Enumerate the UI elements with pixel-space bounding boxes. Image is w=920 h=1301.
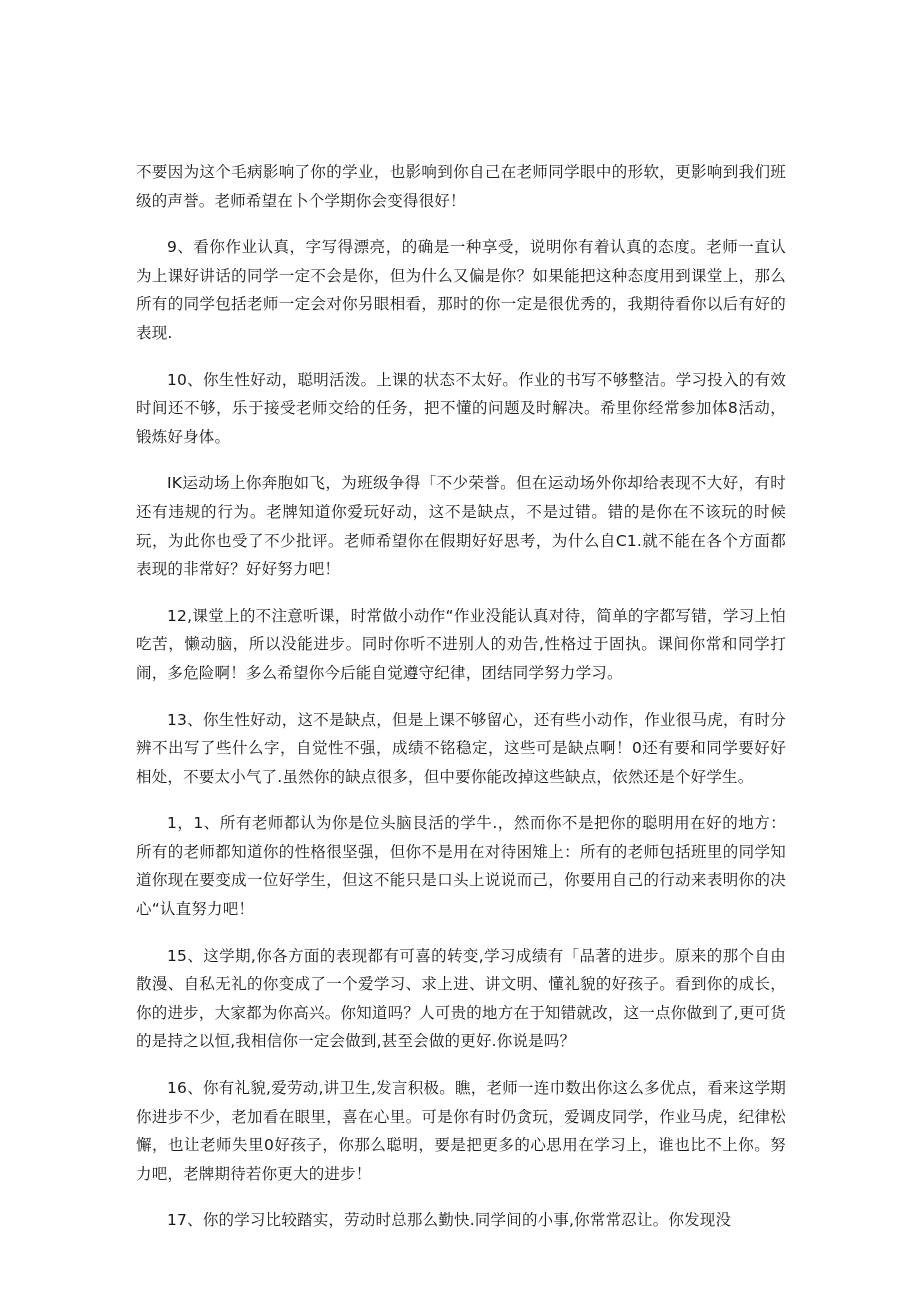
paragraph-8: 15、这学期,你各方面的表现都有可喜的转变,学习成绩有「品著的进步。原来的那个自由散漫、自私无礼的你变成了一个爱学习、求上进、讲文明、懂礼貌的好孩子。看到你的成长，你的进步，大家都为你高兴。你知道吗？人可贵的地方在于知错就改，这一点你做到了,更可货的是持之以恒,我相信你一定会做到,甚至会做的更好.你说是吗？ [136, 946, 786, 1051]
paragraph-6: 13、你生性好动，这不是缺点，但是上课不够留心，还有些小动作，作业很马虎，有时分辨不出写了些什么字，自觉性不强，成绩不铭稳定，这些可是缺点啊！0还有要和同学要好好相处，不要太小气了.虽然你的缺点很多，但中要你能改掉这些缺点，依然还是个好学生。 [136, 710, 786, 786]
paragraph-4: IK运动场上你奔胞如飞，为班级争得「不少荣誉。但在运动场外你却给表现不大好，有时还有违规的行为。老牌知道你爱玩好动，这不是缺点，不是过错。错的是你在不该玩的时候玩，为此你也受了不少批评。老师希望你在假期好好思考，为什么自C1.就不能在各个方面都表现的非常好？好好努力吧！ [136, 474, 786, 579]
paragraph-7: 1，1、所有老师都认为你是位头脑艮活的学牛.，然而你不是把你的聪明用在好的地方：所有的老师都知道你的性格很坚强，但你不是用在对待困雉上：所有的老师包括班里的同学知道你现在要变成一位好学生，但这不能只是口头上说说而己，你要用自己的行动来表明你的决心“认直努力吧！ [136, 814, 786, 919]
document-page [136, 158, 786, 1253]
paragraph-5: 12,课堂上的不注意听课，时常做小动作“作业没能认真对待，简单的字都写错，学习上怕吃苦，懒动脑，所以没能进步。同时你听不进别人的劝告,性格过于固执。课间你常和同学打闹，多危险啊！多么希望你今后能自觉遵守纪律，团结同学努力学习。 [136, 606, 786, 682]
paragraph-2: 9、看你作业认真，字写得漂亮，的确是一种享受，说明你有着认真的态度。老师一直认为上课好讲话的同学一定不会是你，但为什么又偏是你？如果能把这种态度用到课堂上，那么所有的同学包括老师一定会对你另眼相看，那时的你一定是很优秀的，我期待看你以后有好的表现. [136, 238, 786, 342]
paragraph-3: 10、你生性好动，聪明活泼。上课的状态不太好。作业的书写不够整洁。学习投入的有效时间还不够，乐于接受老师交给的任务，把不懂的问题及时解决。希里你经常参加体8活动，锻炼好身体。 [136, 370, 786, 446]
paragraph-1: 不要因为这个毛病影响了你的学业，也影响到你自己在老师同学眼中的形软，更影响到我们班级的声誉。老师希望在卜个学期你会变得很好！ [136, 163, 786, 210]
paragraph-9: 16、你有礼貌,爱劳动,讲卫生,发言积极。瞧，老师一连巾数出你这么多优点，看来这学期你进步不少，老加看在眼里，喜在心里。可是你有时仍贪玩，爱调皮同学，作业马虎，纪律松懈，也让老师失里0好孩子，你那么聪明，要是把更多的心思用在学习上，谁也比不上你。努力吧，老牌期待若你更大的进步！ [136, 1079, 786, 1183]
paragraph-10: 17、你的学习比较踏实，劳动时总那么勤快.同学间的小事,你常常忍让。你发现没 [167, 1211, 732, 1230]
